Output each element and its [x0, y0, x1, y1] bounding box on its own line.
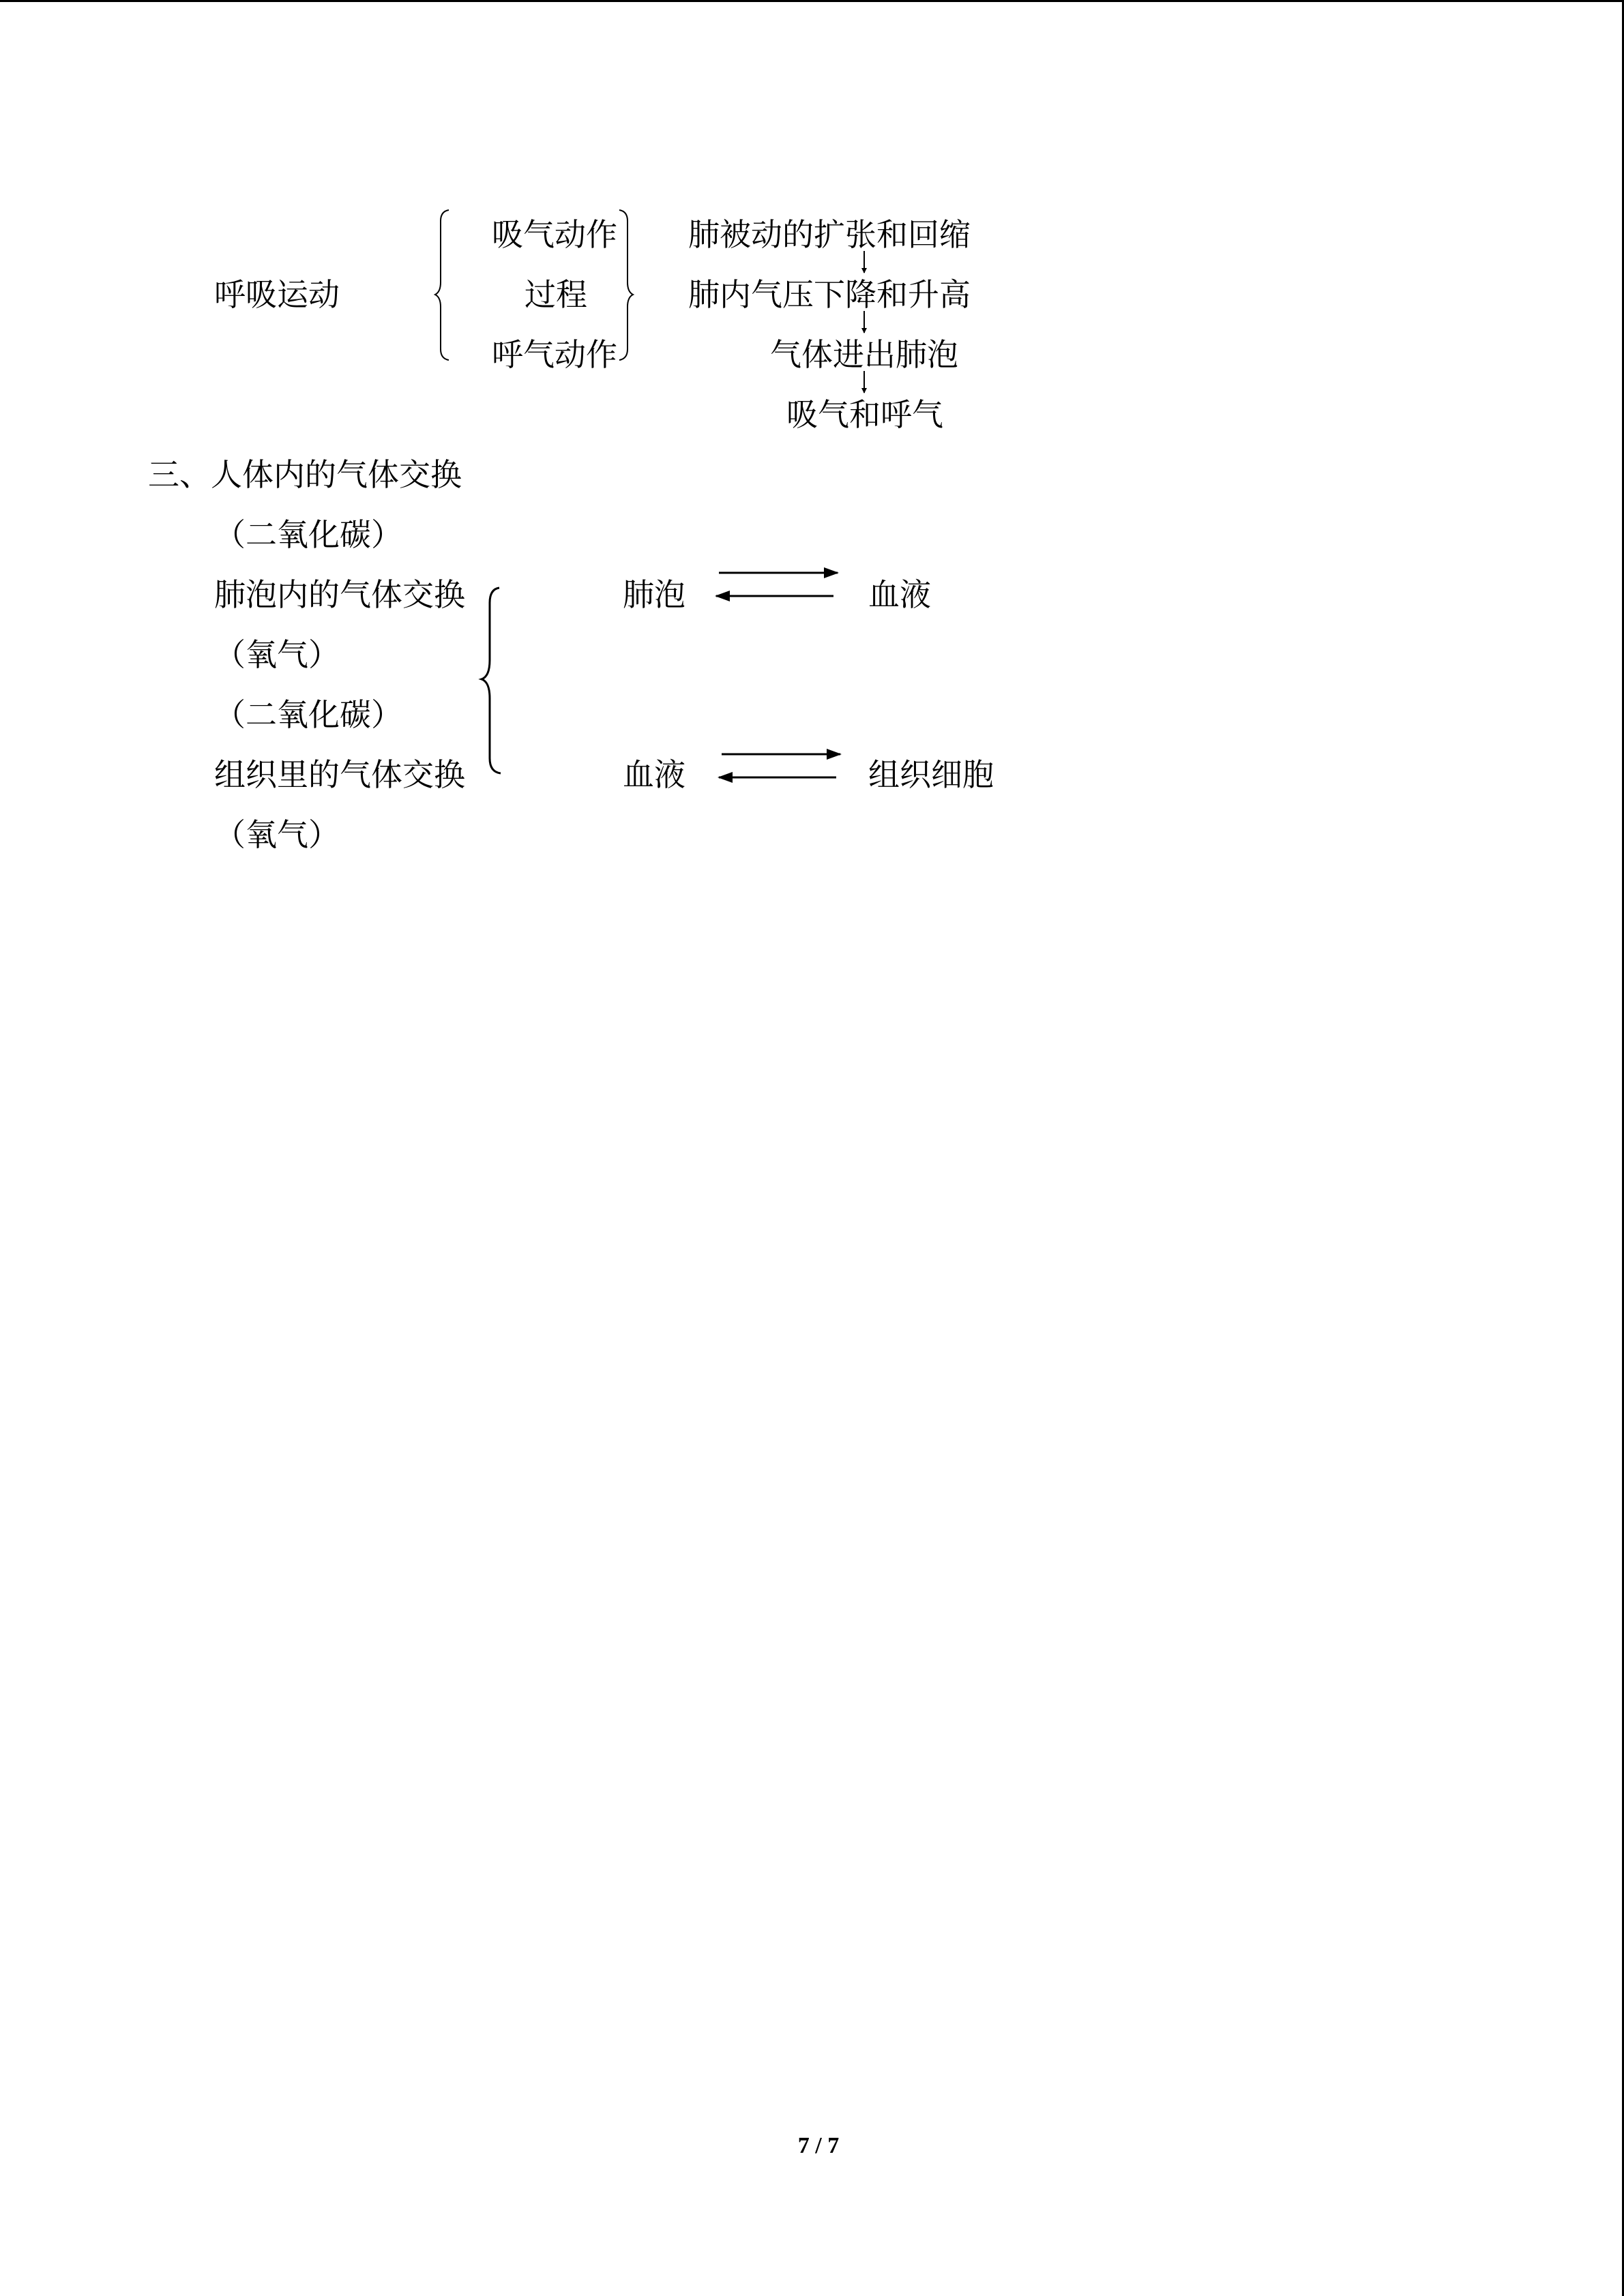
page-number: 7 / 7 — [797, 2133, 840, 2158]
tissue-cells-label: 组织细胞 — [868, 756, 994, 793]
right-brace — [619, 210, 633, 360]
section-heading: 三、人体内的气体交换 — [148, 456, 462, 493]
exchange-brace — [482, 588, 501, 773]
chain-step-2: 肺内气压下降和升高 — [688, 276, 971, 313]
blood-label-alveolar: 血液 — [868, 576, 931, 613]
tissue-o2-label: （氧气） — [214, 816, 340, 853]
process-label: 过程 — [525, 276, 587, 313]
breathing-movement-label: 呼吸运动 — [214, 276, 340, 313]
inhale-action-label: 吸气动作 — [492, 216, 617, 253]
alveolar-co2-label: （二氧化碳） — [214, 516, 402, 553]
exhale-action-label: 呼气动作 — [492, 336, 617, 373]
alveolar-o2-label: （氧气） — [214, 636, 340, 673]
top-border-line — [0, 0, 1624, 2]
tissue-co2-label: （二氧化碳） — [214, 696, 402, 733]
tissue-exchange-title: 组织里的气体交换 — [214, 756, 465, 793]
chain-step-1: 肺被动的扩张和回缩 — [688, 216, 971, 253]
blood-label-tissue: 血液 — [623, 756, 685, 793]
chain-step-3: 气体进出肺泡 — [770, 336, 958, 373]
left-brace — [435, 210, 449, 360]
alveoli-label: 肺泡 — [623, 576, 685, 613]
alveolar-exchange-title: 肺泡内的气体交换 — [214, 576, 465, 613]
chain-step-4: 吸气和呼气 — [786, 396, 943, 433]
